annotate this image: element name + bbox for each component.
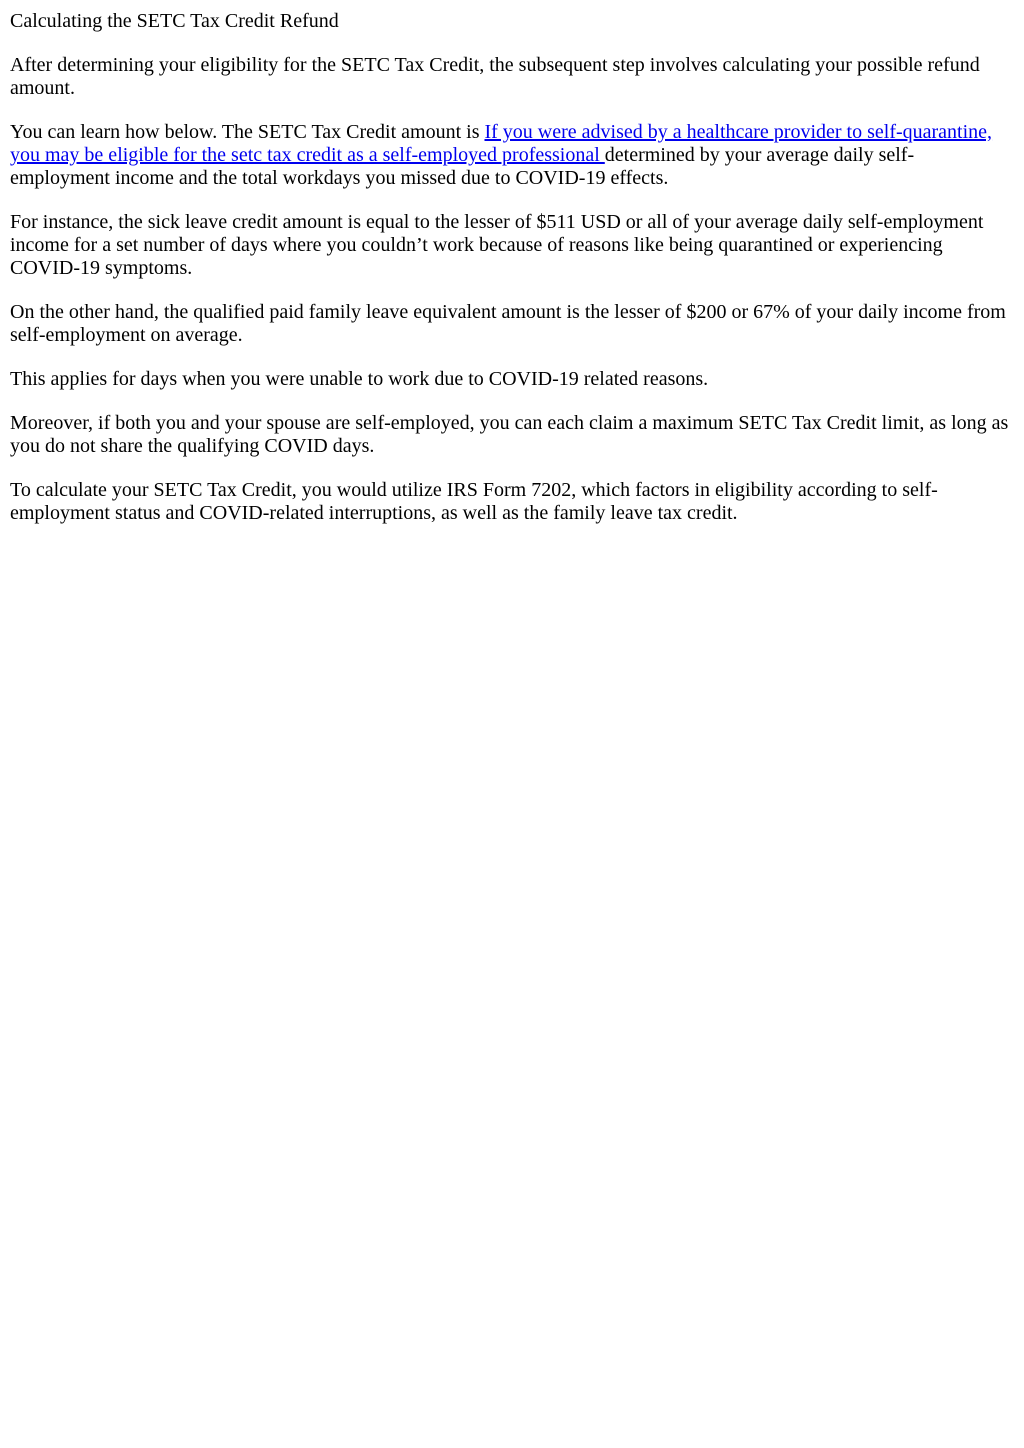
paragraph-amount (10, 121, 1014, 190)
paragraph-amount-intro: You can learn how below. The SETC Tax Credit amount is (10, 121, 485, 143)
self-quarantine-link[interactable]: If you were advised by a healthcare provider to self-quarantine, you may be eligible for the setc tax credit as a self-employed professional (10, 121, 993, 166)
article-title: Calculating the SETC Tax Credit Refund (10, 10, 339, 32)
paragraph-form-7202: To calculate your SETC Tax Credit, you would utilize IRS Form 7202, which factors in eligibility according to self-employment status and COVID-related interruptions, as well as the family leave tax credit. (10, 479, 938, 524)
article (0, 0, 1024, 525)
paragraph-eligibility: After determining your eligibility for the SETC Tax Credit, the subsequent step involves calculating your possible refund amount. (10, 54, 980, 99)
paragraph-covid-days: This applies for days when you were unable to work due to COVID-19 related reasons. (10, 368, 709, 390)
paragraph-amount-rest: determined by your average daily self-employment income and the total workdays you missed due to COVID-19 effects. (10, 144, 915, 189)
paragraph-family-leave: On the other hand, the qualified paid family leave equivalent amount is the lesser of $200 or 67% of your daily income from self-employment on average. (10, 301, 1006, 346)
paragraph-sick-leave: For instance, the sick leave credit amount is equal to the lesser of $511 USD or all of your average daily self-employment income for a set number of days where you couldn’t work because of reasons like being quarantined or experiencing COVID-19 symptoms. (10, 211, 984, 279)
paragraph-spouse: Moreover, if both you and your spouse are self-employed, you can each claim a maximum SETC Tax Credit limit, as long as you do not share the qualifying COVID days. (10, 412, 1009, 457)
